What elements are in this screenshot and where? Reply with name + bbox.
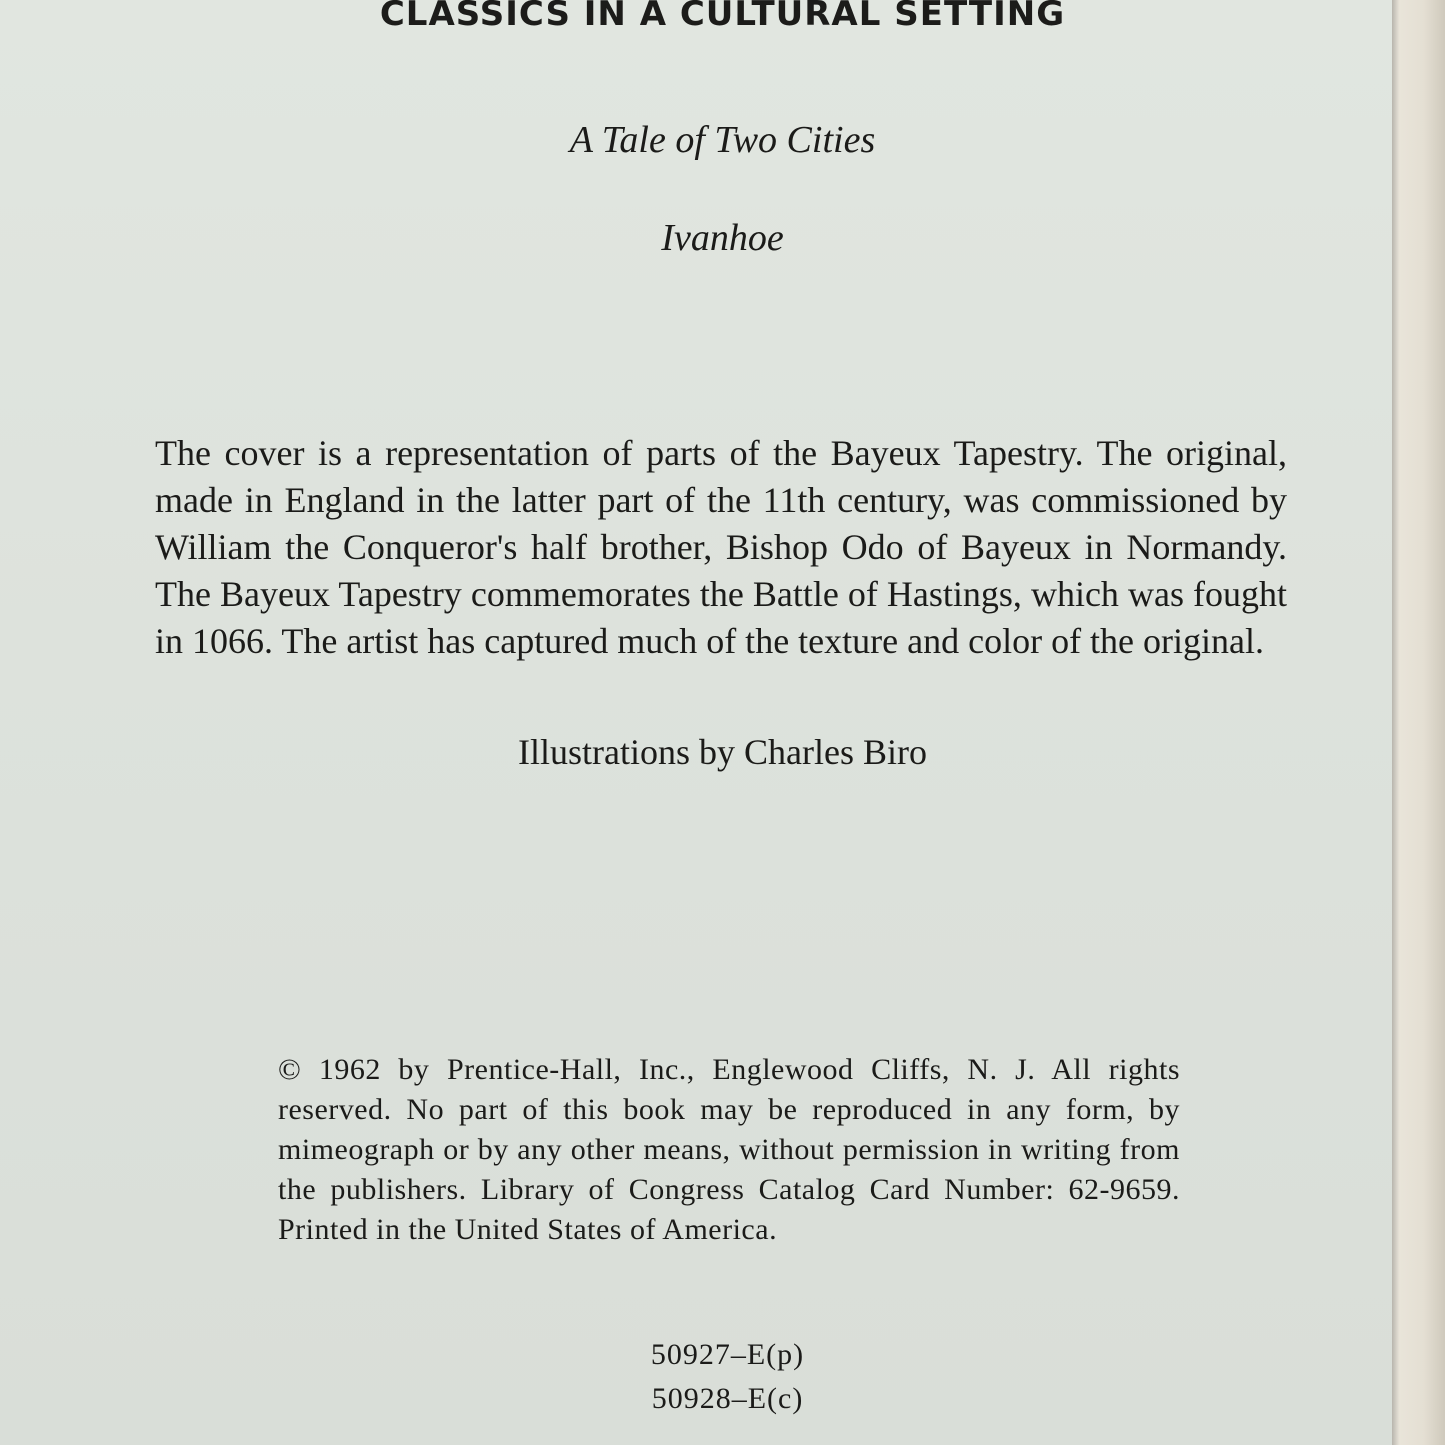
edition-code-cloth: 50928–E(c) [651, 1382, 804, 1415]
book-title-tale-of-two-cities: A Tale of Two Cities [569, 119, 876, 161]
book-title-ivanhoe: Ivanhoe [661, 217, 784, 259]
edition-codes [0, 1333, 1445, 1421]
edition-code-paper: 50927–E(p) [650, 1338, 805, 1371]
copyright-notice: © 1962 by Prentice-Hall, Inc., Englewood Cliffs, N. J. All rights reserved. No part of this book may be reproduced in any form, by mimeograph or by any other means, without permission in writing from the publishers. Library of Congress Catalog Card Number: 62-9659. Printed in the United States of America. [278, 1053, 1180, 1246]
cover-description: The cover is a representation of parts of the Bayeux Tapestry. The original, made in England in the latter part of the 11th century, was commissioned by William the Conqueror's half brother, Bishop Odo of Bayeux in Normandy. The Bayeux Tapestry commemorates the Battle of Hastings, which was fought in 1066. The artist has captured much of the texture and color of the original. [155, 433, 1287, 661]
illustrations-credit: Illustrations by Charles Biro [518, 732, 927, 772]
series-title: CLASSICS IN A CULTURAL SETTING [379, 0, 1066, 34]
